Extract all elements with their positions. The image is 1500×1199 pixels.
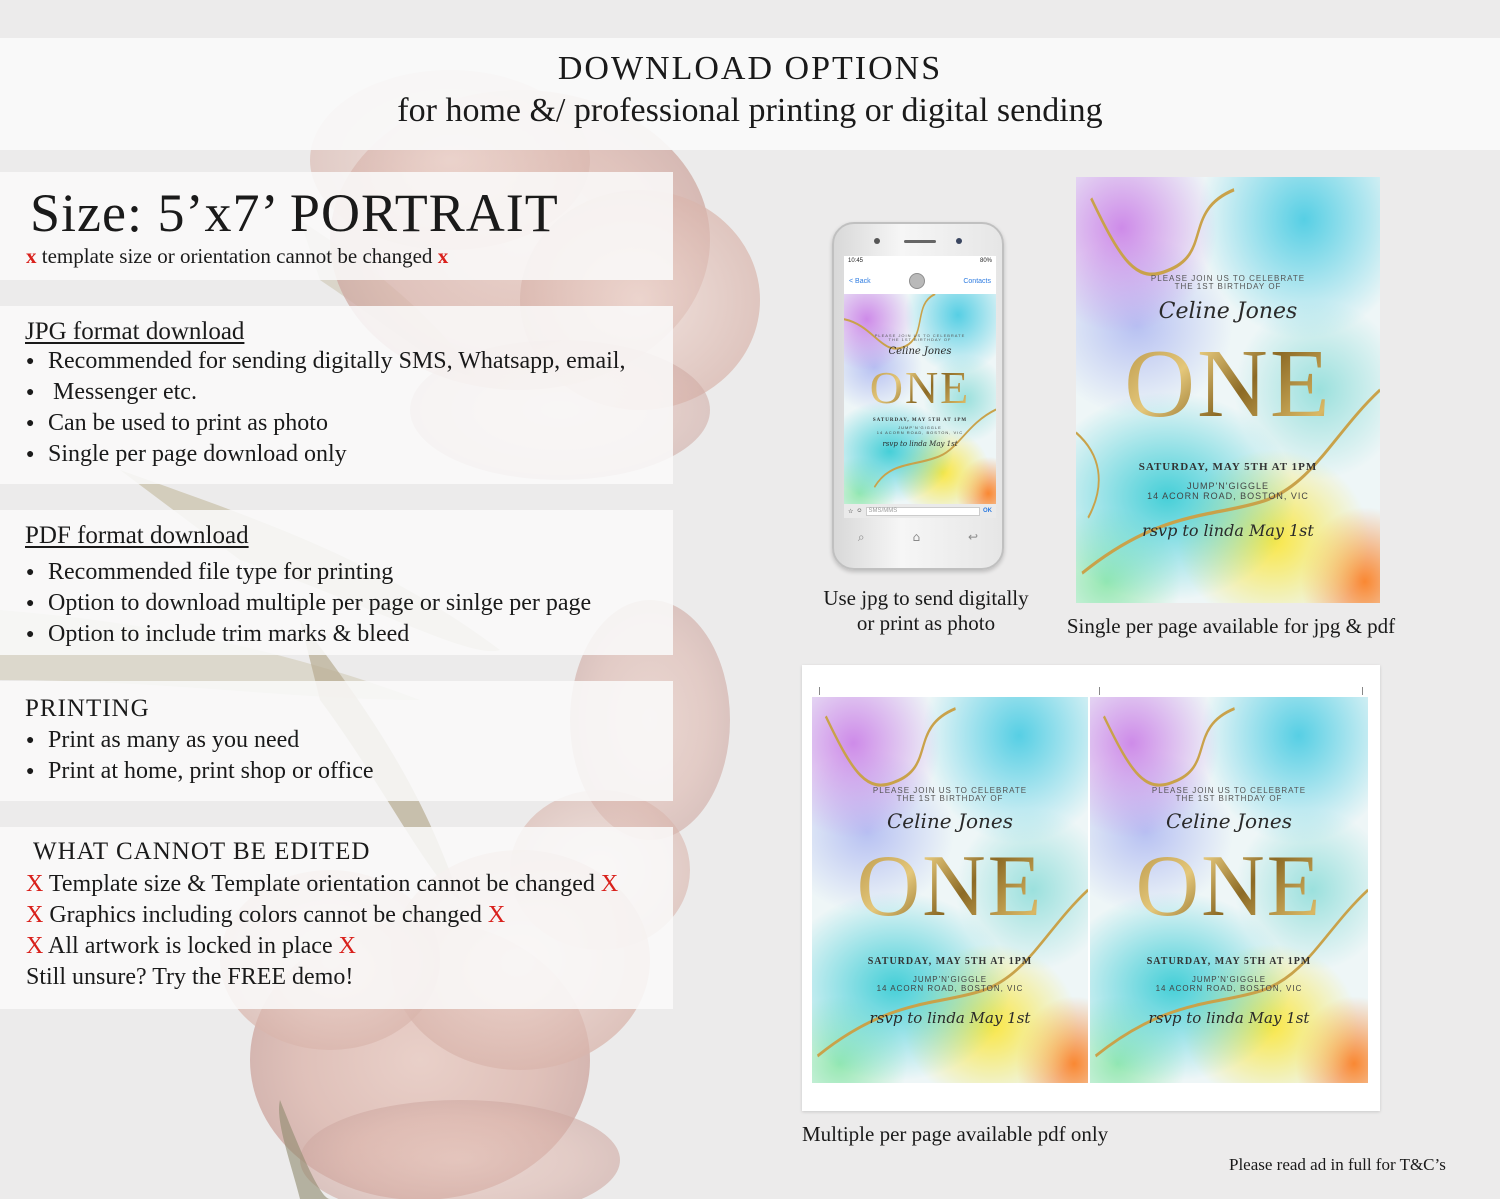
phone-caption-line-2: or print as photo [856,611,996,635]
trim-mark [1362,687,1363,695]
speaker-icon [904,240,936,243]
jpg-panel [0,306,673,484]
size-heading: Size: 5’x7’ PORTRAIT [30,183,559,243]
list-item [26,931,618,962]
home-icon[interactable]: ⌂ [912,530,921,544]
invitation-rsvp: rsvp to linda May 1st [1148,1009,1310,1027]
list-item-continuation-text: Messenger etc. [53,379,197,405]
list-item-text: Graphics including colors cannot be changed [49,902,482,928]
list-item [26,869,618,900]
smiley-icon[interactable]: ☺ [856,508,863,514]
sheet-invitation-left [812,697,1088,1083]
page-title: DOWNLOAD OPTIONS [557,50,943,87]
invitation-venue: JUMP'N'GIGGLE 14 ACORN ROAD, BOSTON, VIC [876,975,1024,994]
invitation-rsvp: rsvp to linda May 1st [869,1009,1031,1027]
demo-prompt: Still unsure? Try the FREE demo! [26,964,354,990]
header-band [0,38,1500,150]
list-item-text: Template size & Template orientation cannot be changed [48,871,595,897]
invitation-name: Celine Jones [1165,809,1293,833]
red-x-icon: x [437,244,449,268]
phone-mockup [832,222,1004,570]
list-item: ● Recommended file type for printing [26,557,591,588]
invitation-number: ONE [1090,843,1368,931]
sensor-icon [956,238,962,244]
red-x-icon: X [26,902,44,928]
phone-hardware-buttons [834,530,1002,545]
red-x-icon: X [487,902,506,928]
red-x-icon: X [600,871,619,897]
pdf-panel [0,510,673,655]
list-item [26,900,618,931]
message-input[interactable]: SMS/MMS [866,507,980,516]
sheet-invitation-right [1090,697,1368,1083]
status-time: 10:45 [848,258,864,264]
list-item-text: All artwork is locked in place [48,933,333,959]
message-nav-bar [844,268,996,294]
red-x-icon: X [338,933,356,959]
pdf-bullet-list [26,557,591,650]
star-icon[interactable]: ☆ [848,508,854,515]
list-item: ● Option to download multiple per page or sinlge per page [26,588,591,619]
invitation-join-text: PLEASE JOIN US TO CELEBRATE THE 1ST BIRTHDAY OF [874,333,966,343]
red-x-icon: x [26,244,37,268]
invitation-number: ONE [812,843,1088,931]
multiple-page-caption: Multiple per page available pdf only [802,1122,1109,1146]
camera-icon [874,238,880,244]
back-arrow-icon[interactable]: ↩ [968,530,979,544]
printing-section-title: PRINTING [25,695,150,722]
phone-screen [844,256,996,518]
list-item: ● Can be used to print as photo [26,408,625,439]
invitation-rsvp: rsvp to linda May 1st [882,440,958,448]
invitation-join-text: PLEASE JOIN US TO CELEBRATE THE 1ST BIRTHDAY OF [1150,274,1306,292]
status-battery: 80% [979,258,992,264]
status-bar [844,256,996,268]
terms-note: Please read ad in full for T&C’s [1229,1155,1446,1174]
invitation-rsvp: rsvp to linda May 1st [1142,521,1314,540]
phone-caption-line-1: Use jpg to send digitally [823,586,1029,610]
size-panel [0,172,673,280]
pdf-section-title: PDF format download [25,522,249,549]
red-x-icon: X [26,871,44,897]
invitation-date: SATURDAY, MAY 5TH AT 1PM [1146,956,1312,967]
invitation-name: Celine Jones [888,346,952,357]
phone-caption [806,586,1046,636]
invitation-name: Celine Jones [886,809,1014,833]
search-icon[interactable]: ⌕ [857,530,865,544]
list-item: ● Print at home, print shop or office [26,756,374,787]
printing-panel [0,681,673,801]
invitation-join-text: PLEASE JOIN US TO CELEBRATE THE 1ST BIRTHDAY OF [1151,786,1307,804]
back-link[interactable]: < Back [849,277,871,285]
single-invitation-preview [1076,177,1380,603]
message-compose-bar [844,504,996,518]
cannot-edit-list [26,869,618,993]
invitation-number: ONE [1076,335,1380,433]
list-item: ● Single per page download only [26,439,625,470]
size-note [26,244,448,269]
invitation-name: Celine Jones [1158,299,1298,324]
phone-invitation-preview [844,294,996,504]
invitation-venue: JUMP'N'GIGGLE 14 ACORN ROAD, BOSTON, VIC [1155,975,1303,994]
list-item: ● Print as many as you need [26,725,374,756]
invitation-venue: JUMP'N'GIGGLE 14 ACORN ROAD, BOSTON, VIC [1147,481,1309,502]
list-item-continuation [26,377,625,408]
invitation-venue: JUMP'N'GIGGLE 14 ACORN ROAD, BOSTON, VIC [876,425,964,435]
list-item: ● Option to include trim marks & bleed [26,619,591,650]
cannot-edit-panel [0,827,673,1009]
printing-bullet-list [26,725,374,787]
contacts-link[interactable]: Contacts [963,277,991,285]
invitation-date: SATURDAY, MAY 5TH AT 1PM [872,418,968,423]
send-button[interactable]: OK [983,508,992,514]
list-item: ● Recommended for sending digitally SMS, Whatsapp, email, [26,346,625,377]
cannot-edit-section-title: WHAT CANNOT BE EDITED [33,838,371,865]
invitation-number: ONE [844,365,996,411]
size-note-text: template size or orientation cannot be changed [36,244,438,268]
red-x-icon: X [26,933,44,959]
page-subtitle: for home &/ professional printing or digital sending [397,92,1103,129]
single-page-caption: Single per page available for jpg & pdf [1066,614,1396,638]
invitation-join-text: PLEASE JOIN US TO CELEBRATE THE 1ST BIRTHDAY OF [872,786,1028,804]
jpg-bullet-list [26,346,625,470]
trim-mark [819,687,820,695]
person-avatar-icon [909,273,925,289]
trim-mark [1099,687,1100,695]
jpg-section-title: JPG format download [25,318,245,345]
invitation-date: SATURDAY, MAY 5TH AT 1PM [1138,461,1318,473]
invitation-date: SATURDAY, MAY 5TH AT 1PM [867,956,1033,967]
